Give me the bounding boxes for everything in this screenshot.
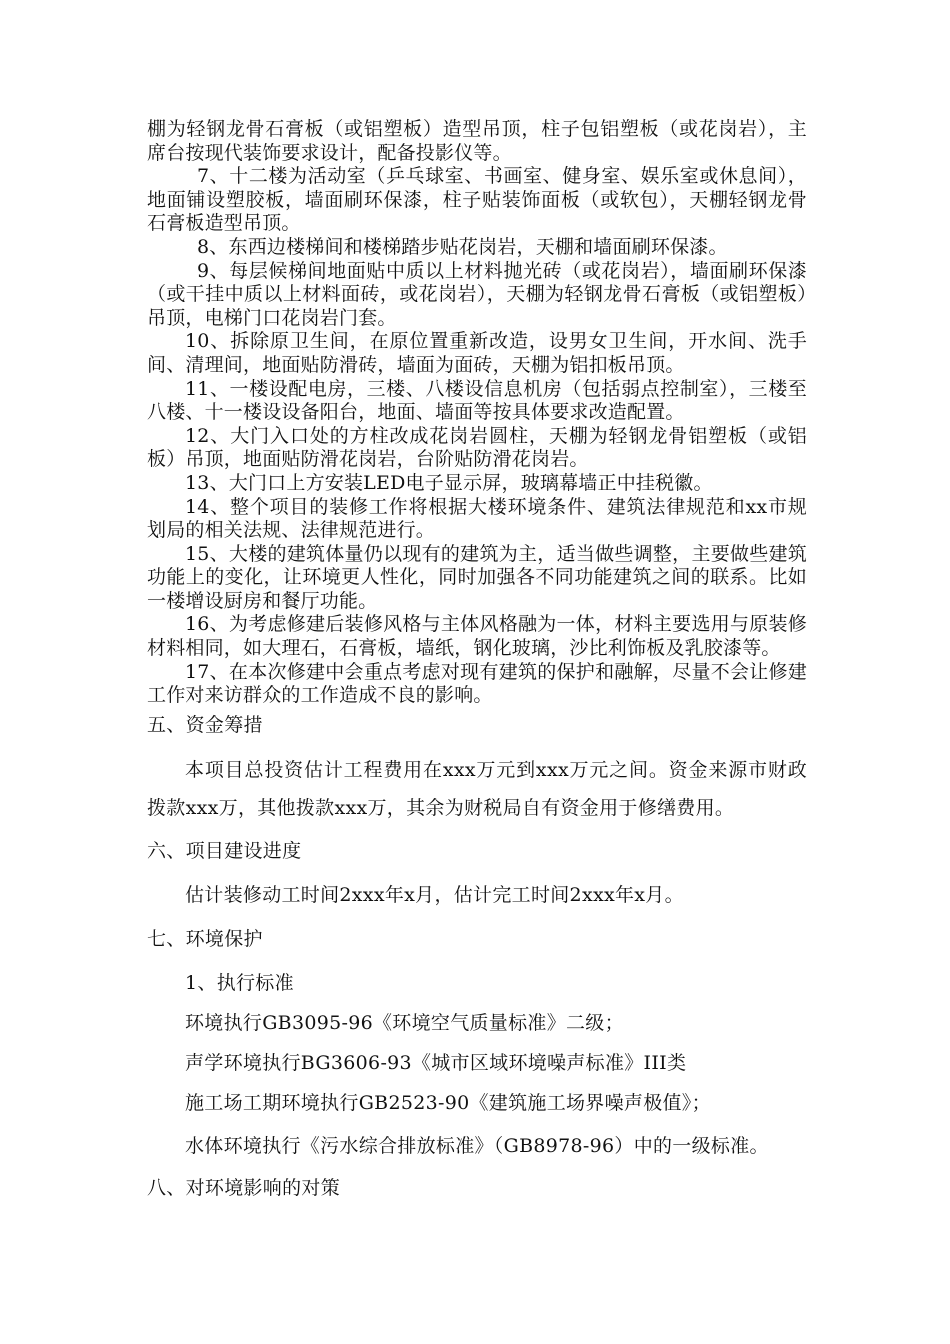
- paragraph-item-7: 7、十二楼为活动室（乒乓球室、书画室、健身室、娱乐室或休息间），地面铺设塑胶板，墙面刷环保漆，柱子贴装饰面板（或软包），天棚轻钢龙骨石膏板造型吊顶。: [147, 165, 807, 235]
- document-page: [147, 118, 807, 1206]
- section-heading-funding: 五、资金筹措: [147, 713, 263, 736]
- paragraph-item-17: 17、在本次修建中会重点考虑对现有建筑的保护和融解，尽量不会让修建工作对来访群众的工作造成不良的影响。: [147, 660, 807, 707]
- paragraph-item-14: 14、整个项目的装修工作将根据大楼环境条件、建筑法律规范和xx市规划局的相关法规、法律规范进行。: [147, 495, 807, 542]
- schedule-body: 估计装修动工时间2xxx年x月，估计完工时间2xxx年x月。: [185, 883, 684, 906]
- funding-body: 本项目总投资估计工程费用在xxx万元到xxx万元之间。资金来源市财政拨款xxx万，其他拨款xxx万，其余为财税局自有资金用于修缮费用。: [147, 758, 807, 819]
- standard-water: 水体环境执行《污水综合排放标准》（GB8978-96）中的一级标准。: [185, 1134, 769, 1157]
- paragraph-item-12: 12、大门入口处的方柱改成花岗岩圆柱，天棚为轻钢龙骨铝塑板（或铝板）吊顶，地面贴防滑花岗岩，台阶贴防滑花岗岩。: [147, 424, 807, 471]
- loose-text-block: [147, 708, 807, 1206]
- paragraph-continuation: 棚为轻钢龙骨石膏板（或铝塑板）造型吊顶，柱子包铝塑板（或花岗岩），主席台按现代装饰要求设计，配备投影仪等。: [147, 118, 807, 164]
- paragraph-item-13: 13、大门口上方安装LED电子显示屏，玻璃幕墙正中挂税徽。: [185, 471, 713, 494]
- dense-text-block: [147, 118, 807, 708]
- section-heading-countermeasures: 八、对环境影响的对策: [147, 1176, 341, 1199]
- paragraph-item-11: 11、一楼设配电房，三楼、八楼设信息机房（包括弱点控制室），三楼至八楼、十一楼设设备阳台，地面、墙面等按具体要求改造配置。: [147, 377, 807, 424]
- paragraph-item-16: 16、为考虑修建后装修风格与主体风格融为一体，材料主要选用与原装修材料相同，如大理石，石膏板，墙纸，钢化玻璃，沙比利饰板及乳胶漆等。: [147, 613, 807, 660]
- standard-noise: 声学环境执行BG3606-93《城市区域环境噪声标准》III类: [185, 1051, 687, 1074]
- standard-air: 环境执行GB3095-96《环境空气质量标准》二级；: [185, 1011, 624, 1034]
- standard-construction-noise: 施工场工期环境执行GB2523-90《建筑施工场界噪声极值》；: [185, 1091, 711, 1114]
- paragraph-item-15: 15、大楼的建筑体量仍以现有的建筑为主，适当做些调整，主要做些建筑功能上的变化，让环境更人性化，同时加强各不同功能建筑之间的联系。比如一楼增设厨房和餐厅功能。: [147, 542, 807, 612]
- paragraph-item-9: 9、每层候梯间地面贴中质以上材料抛光砖（或花岗岩），墙面刷环保漆（或干挂中质以上材料面砖，或花岗岩），天棚为轻钢龙骨石膏板（或铝塑板）吊顶，电梯门口花岗岩门套。: [147, 259, 807, 329]
- paragraph-item-8: 8、东西边楼梯间和楼梯踏步贴花岗岩，天棚和墙面刷环保漆。: [197, 235, 728, 258]
- standards-subheading: 1、执行标准: [185, 971, 294, 994]
- section-heading-environment: 七、环境保护: [147, 927, 263, 950]
- section-heading-schedule: 六、项目建设进度: [147, 839, 302, 862]
- paragraph-item-10: 10、拆除原卫生间，在原位置重新改造，设男女卫生间，开水间、洗手间、清理间，地面贴防滑砖，墙面为面砖，天棚为铝扣板吊顶。: [147, 330, 807, 376]
